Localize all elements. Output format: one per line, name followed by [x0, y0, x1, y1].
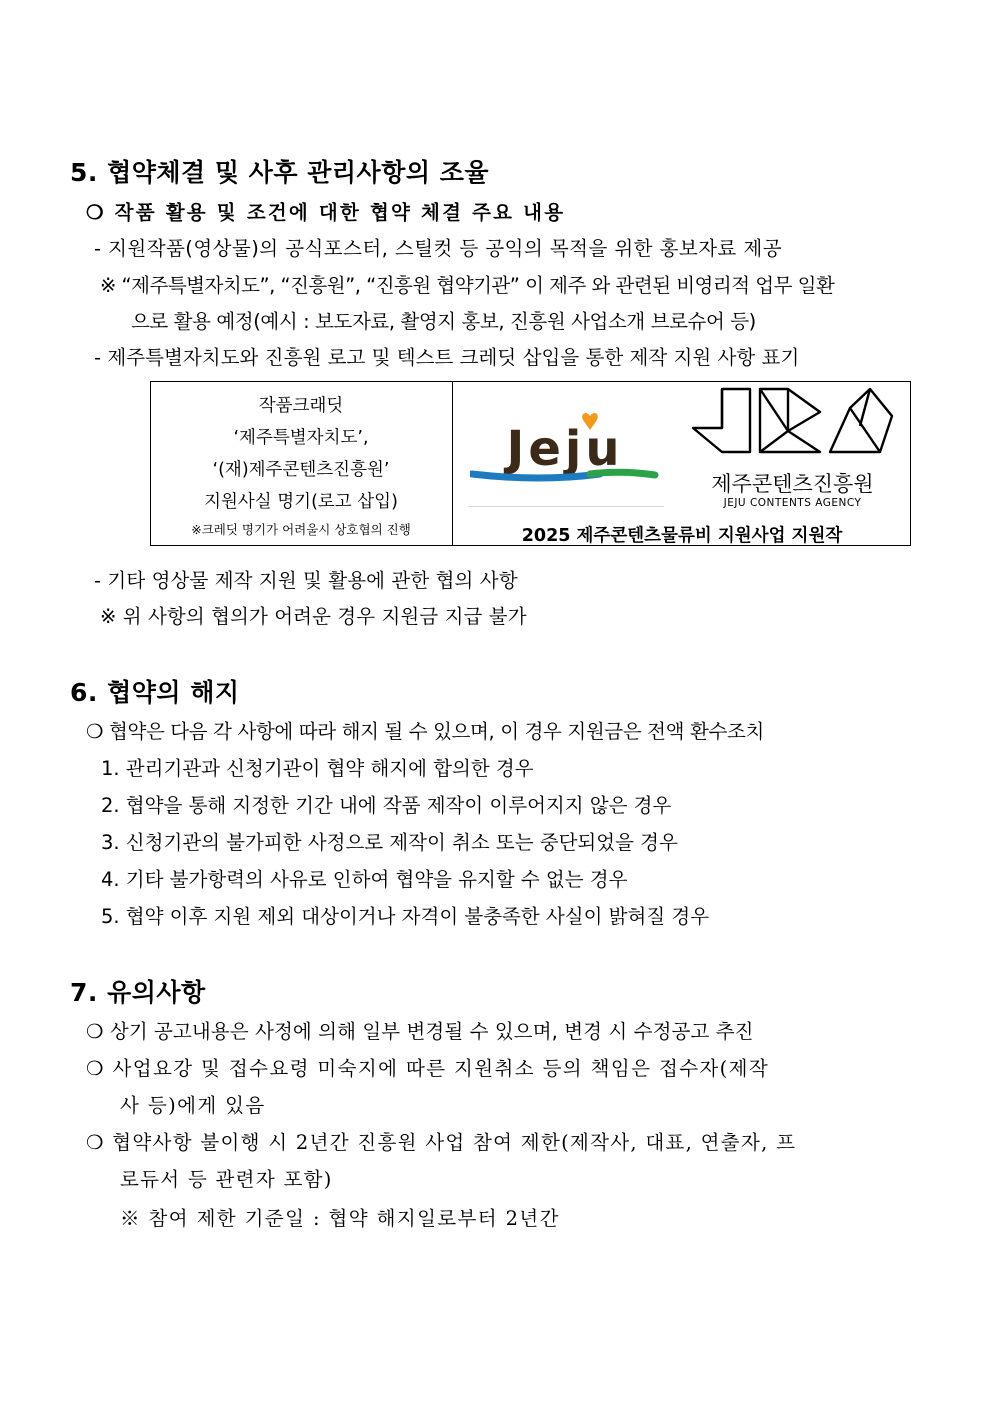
section-5-item-1: ❍ 작품 활용 및 조건에 대한 협약 체결 주요 내용: [86, 201, 566, 224]
section-7-item-3-line-2: 로듀서 등 관련자 포함): [120, 1168, 333, 1191]
agency-name-kr: 제주콘텐츠진흥원: [711, 472, 874, 496]
section-7-item-2-line-1: ❍ 사업요강 및 접수요령 미숙지에 따른 지원취소 등의 책임은 접수자(제작: [86, 1057, 770, 1080]
credit-line-1: 작품크래딧: [258, 396, 344, 416]
section-5-heading: 5. 협약체결 및 사후 관리사항의 조율: [70, 158, 490, 187]
credit-line-5: ※크레딧 명기가 어려울시 상호협의 진행: [191, 522, 411, 537]
credit-line-3: ‘(재)제주콘텐츠진흥원’: [212, 460, 390, 480]
section-5-dash-1: - 지원작품(영상물)의 공식포스터, 스틸컷 등 공익의 목적을 위한 홍보자료 제공: [94, 237, 782, 260]
section-7-item-3-line-1: ❍ 협약사항 불이행 시 2년간 진흥원 사업 참여 제한(제작사, 대표, 연출자, 프: [86, 1131, 797, 1154]
credit-caption: 2025 제주콘텐츠물류비 지원사업 지원작: [521, 526, 843, 546]
section-7-note: ※ 참여 제한 기준일 : 협약 해지일로부터 2년간: [120, 1207, 560, 1230]
section-6-list-item: 5. 협약 이후 지원 제외 대상이거나 자격이 불충족한 사실이 밝혀질 경우: [101, 905, 710, 928]
section-6-list-item: 3. 신청기관의 불가피한 사정으로 제작이 취소 또는 중단되었을 경우: [101, 831, 678, 854]
section-6-list-item: 1. 관리기관과 신청기관이 협약 해지에 합의한 경우: [101, 757, 534, 780]
jeju-logo: [470, 410, 660, 490]
credit-line-2: ‘제주특별자치도’,: [233, 428, 369, 448]
section-5-note-1-line-2: 으로 활용 예정(예시 : 보도자료, 촬영지 홍보, 진흥원 사업소개 브로슈어 등): [131, 310, 756, 333]
section-7-heading: 7. 유의사항: [70, 978, 206, 1007]
section-6-item-1: ❍ 협약은 다음 각 사항에 따라 해지 될 수 있으며, 이 경우 지원금은 전액 환수조치: [86, 720, 764, 743]
section-7-item-2-line-2: 사 등)에게 있음: [120, 1094, 266, 1117]
section-5-dash-3: - 기타 영상물 제작 지원 및 활용에 관한 협의 사항: [94, 569, 518, 592]
credit-line-4: 지원사실 명기(로고 삽입): [204, 492, 398, 512]
section-5-note-2: ※ 위 사항의 협의가 어려운 경우 지원금 지급 불가: [100, 605, 527, 628]
jeju-logo-divider: [468, 506, 664, 507]
section-5-note-1-line-1: ※ “제주특별자치도”, “진흥원”, “진흥원 협약기관” 이 제주 와 관련된 비영리적 업무 일환: [100, 274, 835, 297]
section-6-heading: 6. 협약의 해지: [70, 678, 240, 707]
agency-name-en: JEJU CONTENTS AGENCY: [723, 497, 862, 509]
jeju-logo-text: Jeju: [506, 421, 624, 477]
section-6-list-item: 4. 기타 불가항력의 사유로 인하여 협약을 유지할 수 없는 경우: [101, 868, 628, 891]
section-6-list-item: 2. 협약을 통해 지정한 기간 내에 작품 제작이 이루어지지 않은 경우: [101, 794, 672, 817]
section-5-dash-2: - 제주특별자치도와 진흥원 로고 및 텍스트 크레딧 삽입을 통한 제작 지원 사항 표기: [94, 346, 800, 369]
jca-logo-mark: [690, 386, 895, 456]
section-7-item-1: ❍ 상기 공고내용은 사정에 의해 일부 변경될 수 있으며, 변경 시 수정공고 추진: [86, 1020, 754, 1043]
